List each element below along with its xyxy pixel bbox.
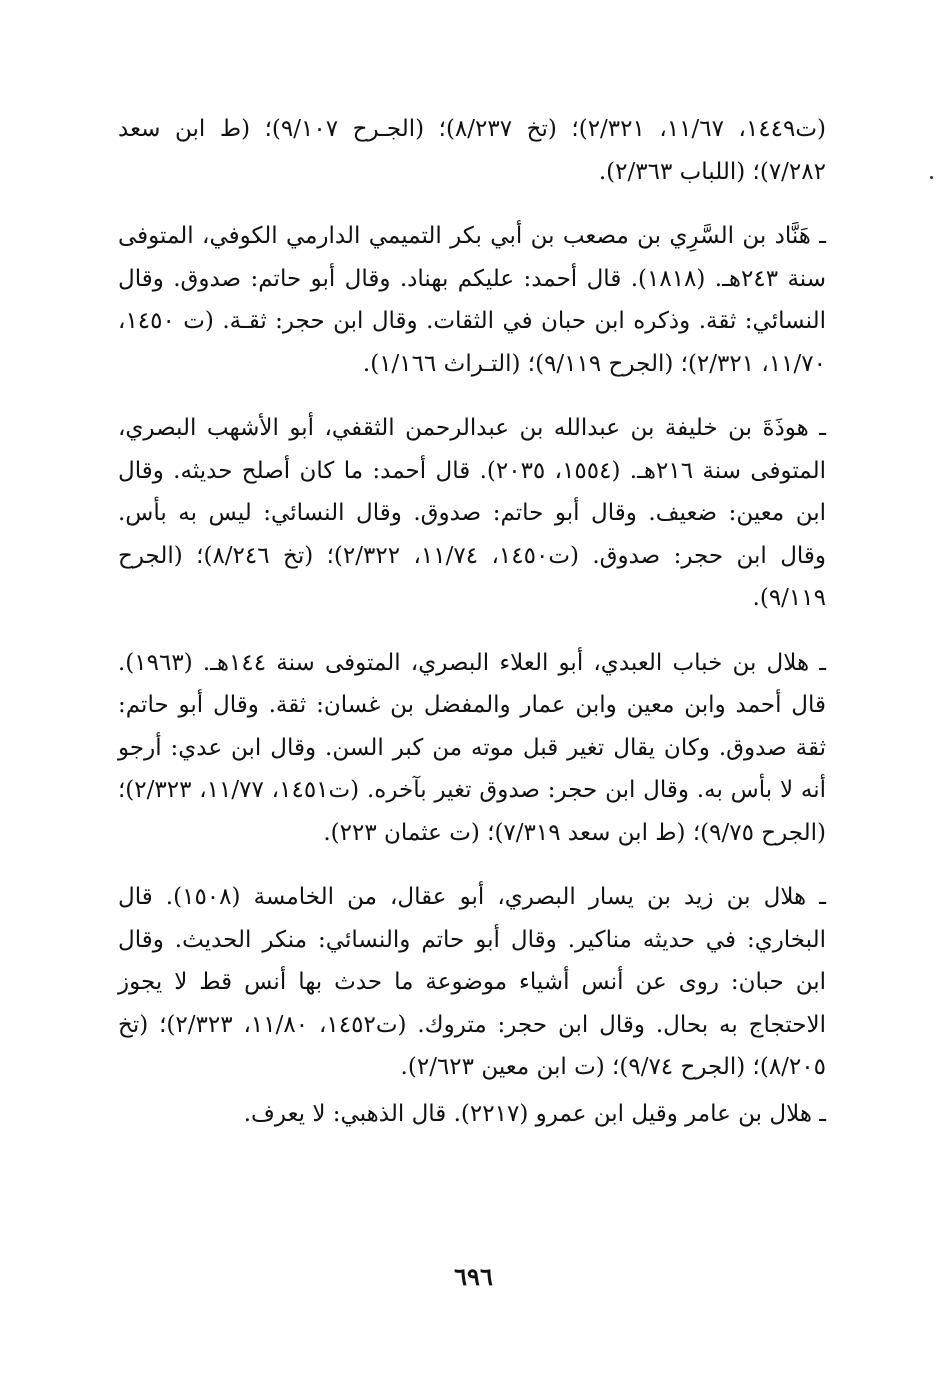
narrator-entry-hawdha: ـ هوذَةَ بن خليفة بن عبدالله بن عبدالرحمن الثقفي، أبو الأشهب البصري، المتوفى سنة ٢١٦هـ. (١٥٥٤، ٢٠٣٥). قال أحمد: ما كان أصلح حديثه. وقال ابن معين: ضعيف. وقال أبو حاتم: صدوق. وقال النسائي: ليس به بأس. وقال ابن حجر: صدوق. (ت١٤٥٠، ١١/٧٤، ٢/٣٢٢)؛ (تخ ٨/٢٤٦)؛ (الجرح ٩/١١٩). [118,415,827,611]
citation-block: (ت١٤٤٩، ١١/٦٧، ٢/٣٢١)؛ (تخ ٨/٢٣٧)؛ (الجـرح ٩/١٠٧)؛ (ط ابن سعد ٧/٢٨٢)؛ (اللباب ٢/٣٦٣). [118,116,827,185]
page-number: ٦٩٦ [454,1262,493,1291]
page-body [118,108,826,1135]
narrator-entry-hilal-amir: ـ هلال بن عامر وقيل ابن عمرو (٢٢١٧). قال الذهبي: لا يعرف. [243,1100,826,1127]
narrator-entry-hannad: ـ هَنَّاد بن السَّرِي بن مصعب بن أبي بكر التميمي الدارمي الكوفي، المتوفى سنة ٢٤٣هـ. (١٨١٨). قال أحمد: عليكم بهناد. وقال أبو حاتم: صدوق. وقال النسائي: ثقة. وذكره ابن حبان في الثقات. وقال ابن حجر: ثقـة. (ت ١٤٥٠، ١١/٧٠، ٢/٣٢١)؛ (الجرح ٩/١١٩)؛ (التـراث ١/١٦٦). [118,223,826,377]
narrator-entry-hilal-zayd: ـ هلال بن زيد بن يسار البصري، أبو عقال، من الخامسة (١٥٠٨). قال البخاري: في حديثه مناكير. وقال أبو حاتم والنسائي: منكر الحديث. وقال ابن حبان: روى عن أنس أشياء موضوعة ما حدث بها أنس قط لا يجوز الاحتجاج به بحال. وقال ابن حجر: متروك. (ت١٤٥٢، ١١/٨٠، ٢/٣٢٣)؛ (تخ ٨/٢٠٥)؛ (الجرح ٩/٧٤)؛ (ت ابن معين ٢/٦٢٣). [118,884,827,1080]
narrator-entry-hilal-khabbab: ـ هلال بن خباب العبدي، أبو العلاء البصري، المتوفى سنة ١٤٤هـ. (١٩٦٣). قال أحمد وابن معين وابن عمار والمفضل بن غسان: ثقة. وقال أبو حاتم: ثقة صدوق. وكان يقال تغير قبل موته من كبر السن. وقال ابن عدي: أرجو أنه لا بأس به. وقال ابن حجر: صدوق تغير بآخره. (ت١٤٥١، ١١/٧٧، ٢/٣٢٣)؛ (الجرح ٩/٧٥)؛ (ط ابن سعد ٧/٣١٩)؛ (ت عثمان ٢٢٣). [118,649,826,846]
margin-mark [930,176,933,179]
